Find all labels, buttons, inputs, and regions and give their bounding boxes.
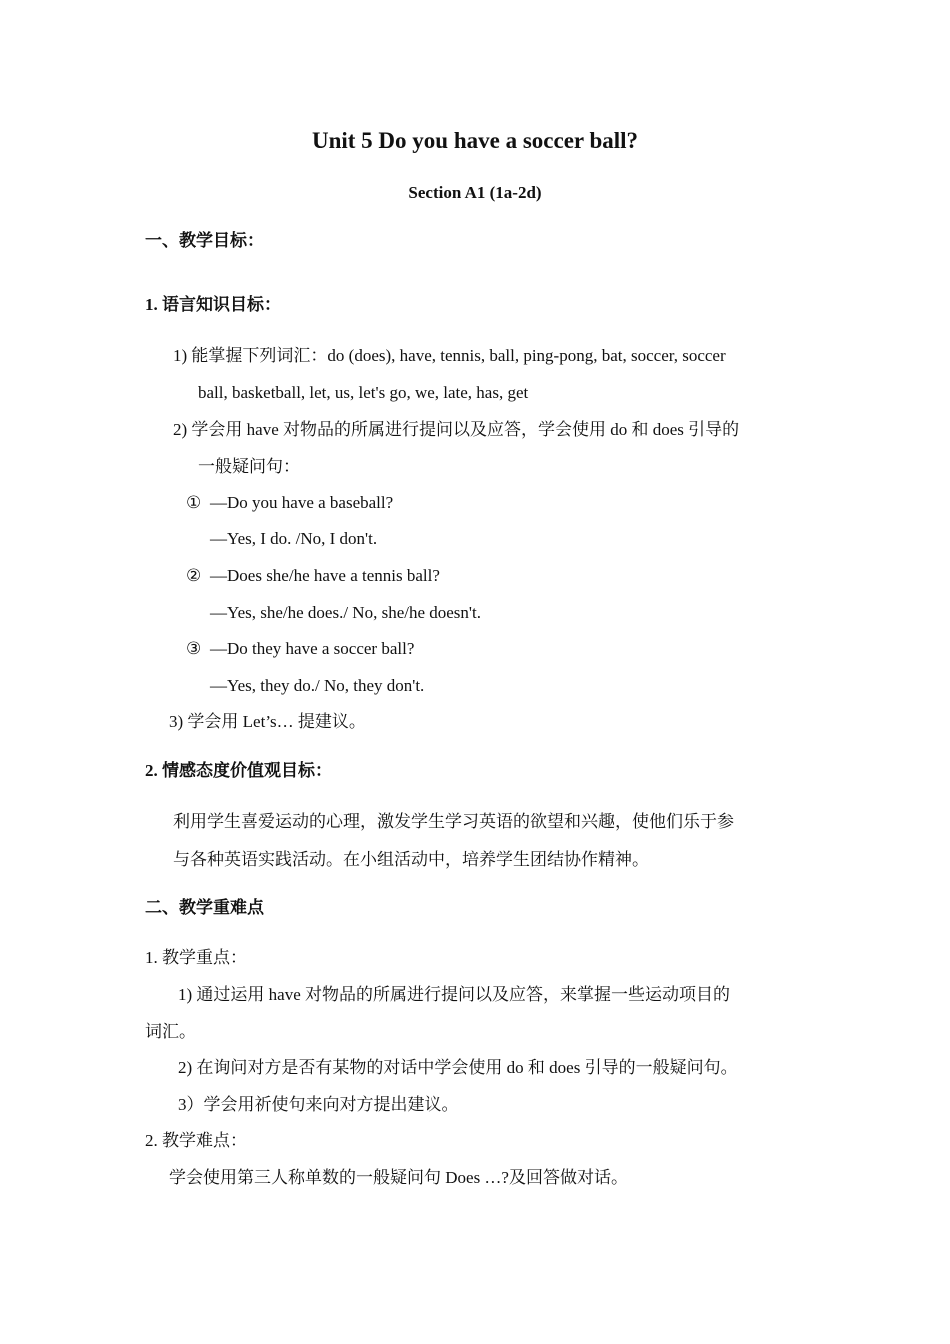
difficult-text: 学会使用第三人称单数的一般疑问句 Does …?及回答做对话。 [169,1168,628,1187]
document-title: Unit 5 Do you have a soccer ball? [311,128,639,153]
document-subtitle: Section A1 (1a-2d) [408,183,542,202]
key-heading: 1. 教学重点： [145,948,247,967]
sub2-para-line2: 与各种英语实践活动。在小组活动中，培养学生团结协作精神。 [173,850,649,869]
sub1-item1-line2: ball, basketball, let, us, let's go, we, late, has, get [198,383,529,402]
example-3-q-text: —Do they have a soccer ball? [210,639,415,658]
sub1-item3: 3) 学会用 Let’s… 提建议。 [169,712,366,731]
example-3-question [186,638,414,660]
key-item1-line1: 1) 通过运用 have 对物品的所属进行提问以及应答，来掌握一些运动项目的 [178,985,731,1004]
difficult-heading: 2. 教学难点： [145,1131,247,1150]
example-3-answer: —Yes, they do./ No, they don't. [210,676,425,695]
sub1-item2-line2: 一般疑问句： [198,457,300,476]
example-2-marker: ② [186,566,202,585]
sub1-item2-line1: 2) 学会用 have 对物品的所属进行提问以及应答，学会使用 do 和 does 引导的 [173,420,740,439]
section2-heading: 二、教学重难点 [145,898,264,917]
example-2-question [186,565,440,587]
key-item1-line2: 词汇。 [145,1022,196,1041]
sub2-heading: 2. 情感态度价值观目标： [145,761,332,780]
sub1-heading: 1. 语言知识目标： [145,295,281,314]
example-2-q-text: —Does she/he have a tennis ball? [210,566,440,585]
section1-heading: 一、教学目标： [145,231,264,250]
example-2-answer: —Yes, she/he does./ No, she/he doesn't. [210,603,481,622]
sub1-item1-line1: 1) 能掌握下列词汇：do (does), have, tennis, ball, ping-pong, bat, soccer, soccer [173,346,726,365]
example-1-question [186,492,393,514]
key-item3: 3）学会用祈使句来向对方提出建议。 [178,1095,459,1114]
example-1-marker: ① [186,493,202,512]
example-1-q-text: —Do you have a baseball? [210,493,394,512]
example-3-marker: ③ [186,639,202,658]
key-item2: 2) 在询问对方是否有某物的对话中学会使用 do 和 does 引导的一般疑问句。 [178,1058,738,1077]
example-1-answer: —Yes, I do. /No, I don't. [210,529,378,548]
sub2-para-line1: 利用学生喜爱运动的心理，激发学生学习英语的欲望和兴趣，使他们乐于参 [173,812,734,831]
